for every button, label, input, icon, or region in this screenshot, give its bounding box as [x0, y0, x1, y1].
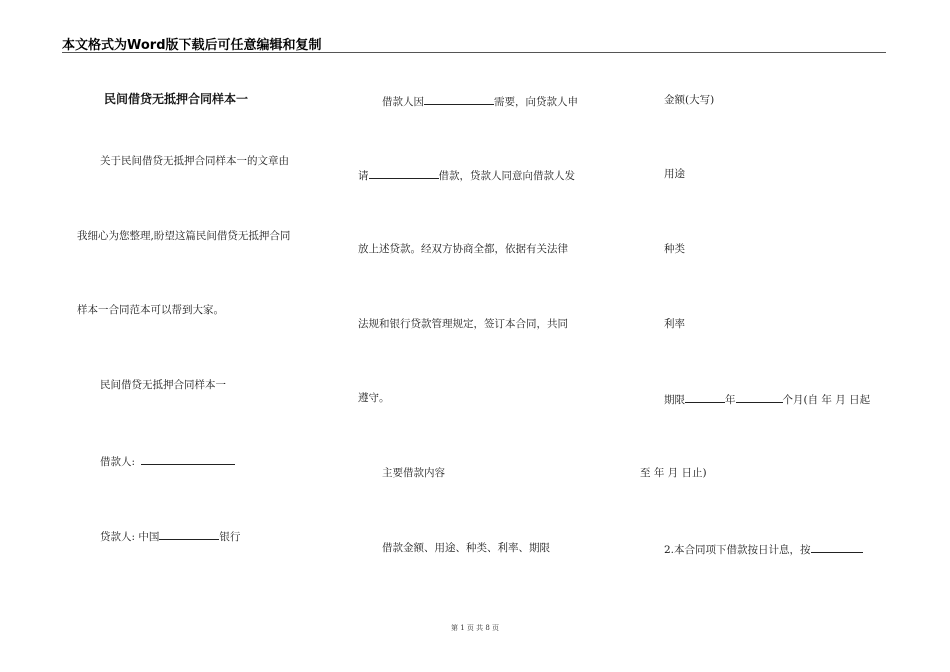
type-label: 种类 [664, 243, 685, 255]
term-end: 至 年 月 日止) [640, 467, 707, 479]
lender-line [100, 528, 240, 544]
purpose-label: 用途 [664, 168, 685, 180]
mid-line-1b: 需要，向贷款人申 [494, 96, 578, 108]
borrower-blank [141, 453, 235, 465]
lender-bank: 银行 [219, 531, 241, 543]
term-month-blank [736, 391, 783, 403]
lender-blank [159, 528, 219, 540]
interest-line [664, 541, 863, 557]
mid-line-4: 法规和银行贷款管理规定，签订本合同，共同 [358, 318, 568, 330]
mid-line-3: 放上述贷款。经双方协商全都，依据有关法律 [358, 243, 568, 255]
amount-label: 金额(大写) [664, 94, 715, 106]
mid-line-1a: 借款人因 [382, 96, 424, 108]
lender-label: 贷款人: 中国 [100, 531, 160, 543]
contract-heading: 民间借贷无抵押合同样本一 [100, 379, 226, 391]
term-line [664, 391, 870, 407]
page-number: 第 1 页 共 8 页 [450, 624, 500, 632]
document-title: 民间借贷无抵押合同样本一 [104, 92, 249, 106]
mid-line-5: 遵守。 [358, 392, 390, 404]
interest-text: 2.本合同项下借款按日计息，按 [664, 544, 811, 556]
document-header [62, 35, 886, 53]
mid-line-7: 借款金额、用途、种类、利率、期限 [382, 542, 550, 554]
term-label: 期限 [664, 394, 685, 406]
mid-line-6: 主要借款内容 [382, 467, 445, 479]
purpose-blank [424, 93, 494, 105]
rate-label: 利率 [664, 318, 685, 330]
term-start: 个月(自 年 月 日起 [782, 394, 871, 406]
mid-line-2b: 借款，贷款人同意向借款人发 [438, 170, 575, 182]
intro-line-2: 我细心为您整理,盼望这篇民间借贷无抵押合同 [77, 230, 291, 242]
intro-line-1: 关于民间借贷无抵押合同样本一的文章由 [100, 155, 289, 167]
term-year: 年 [725, 394, 736, 406]
borrower-label: 借款人: [100, 456, 136, 468]
interest-blank [811, 541, 863, 553]
mid-line-2a: 请 [358, 170, 369, 182]
borrower-line [100, 453, 235, 469]
header-title: 本文格式为Word版下载后可任意编辑和复制 [62, 38, 322, 53]
term-year-blank [685, 391, 725, 403]
intro-line-3: 样本一合同范本可以帮到大家。 [77, 304, 224, 316]
amount-blank [369, 167, 439, 179]
mid-line-2 [358, 167, 575, 183]
mid-line-1 [382, 93, 578, 109]
